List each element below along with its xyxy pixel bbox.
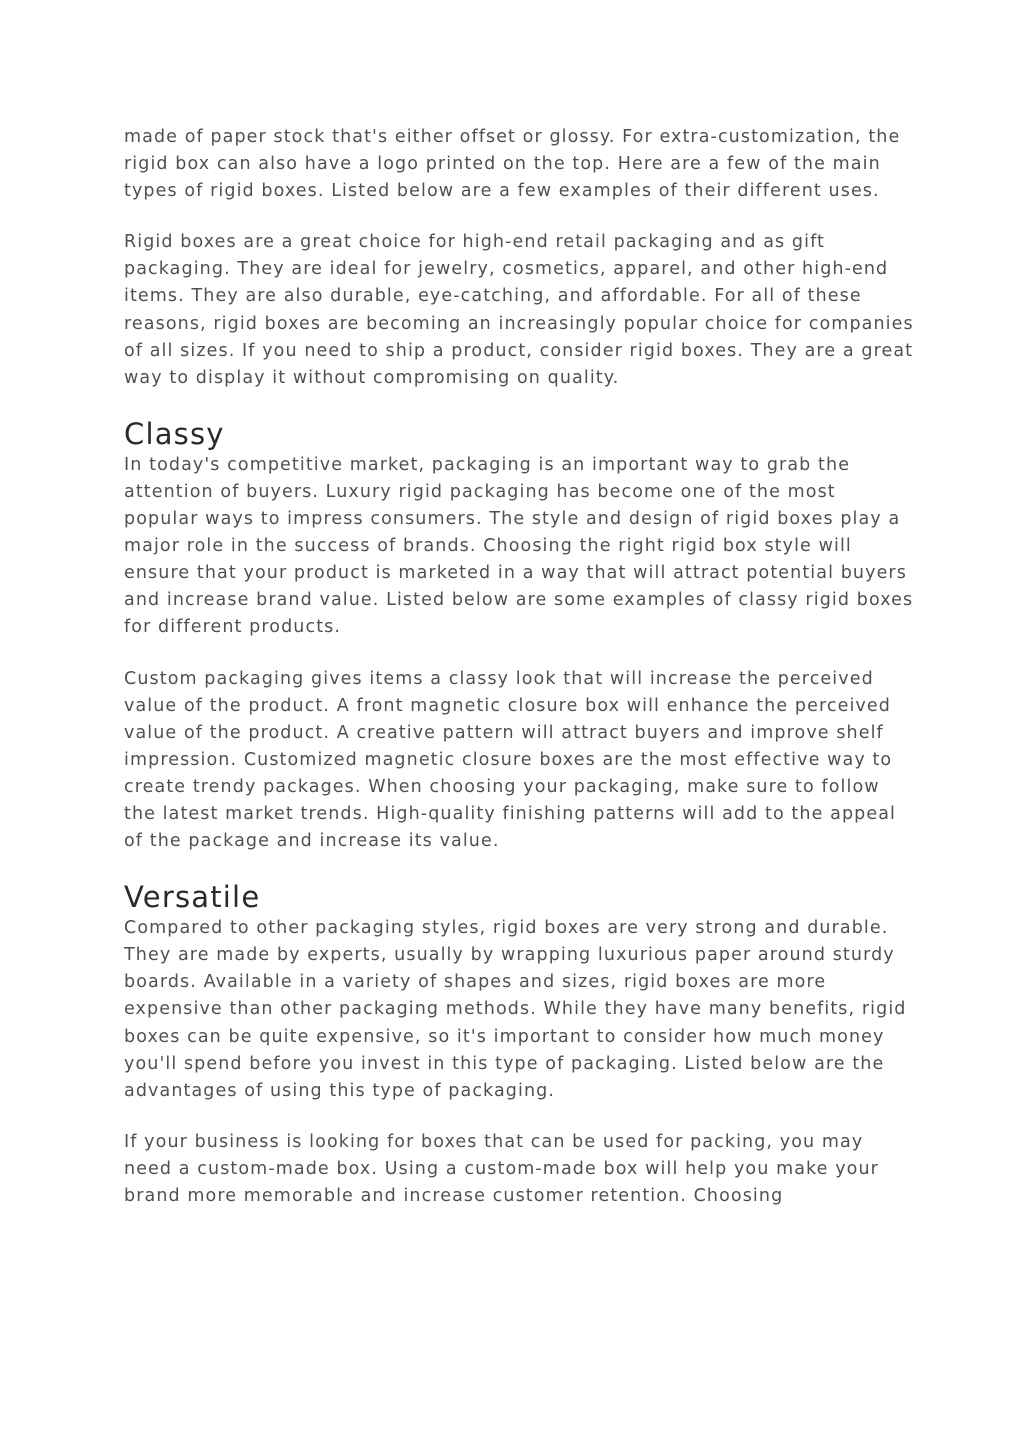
intro-section	[124, 124, 914, 392]
section-heading-classy: Classy	[124, 416, 225, 451]
intro-paragraph-2: Rigid boxes are a great choice for high-end retail packaging and as gift packaging. They are ideal for jewelry, cosmetics, apparel, and other high-end items. They are also durable, eye-catching, and affordable. For all of these reasons, rigid boxes are becoming an increasingly popular choice for companies of all sizes. If you need to ship a product, consider rigid boxes. They are a great way to display it without compromising on quality.	[124, 232, 914, 388]
document-page	[124, 124, 914, 1234]
section-classy	[124, 416, 914, 855]
section-versatile	[124, 879, 914, 1210]
section-heading-versatile: Versatile	[124, 880, 261, 915]
classy-paragraph-1: In today's competitive market, packaging is an important way to grab the attention of buyers. Luxury rigid packaging has become one of the most popular ways to impress consumers. The style and design of rigid boxes play a major role in the success of brands. Choosing the right rigid box style will ensure that your product is marketed in a way that will attract potential buyers and increase brand value. Listed below are some examples of classy rigid boxes for different products.	[124, 454, 914, 638]
classy-paragraph-2: Custom packaging gives items a classy look that will increase the perceived value of the product. A front magnetic closure box will enhance the perceived value of the product. A creative pattern will attract buyers and improve shelf impression. Customized magnetic closure boxes are the most effective way to create trendy packages. When choosing your packaging, make sure to follow the latest market trends. High-quality finishing patterns will add to the appeal of the package and increase its value.	[124, 668, 897, 852]
intro-paragraph-1: made of paper stock that's either offset or glossy. For extra-customization, the rigid box can also have a logo printed on the top. Here are a few of the main types of rigid boxes. Listed below are a few examples of their different uses.	[124, 127, 901, 202]
versatile-paragraph-1: Compared to other packaging styles, rigid boxes are very strong and durable. They are made by experts, usually by wrapping luxurious paper around sturdy boards. Available in a variety of shapes and sizes, rigid boxes are more expensive than other packaging methods. While they have many benefits, rigid boxes can be quite expensive, so it's important to consider how much money you'll spend before you invest in this type of packaging. Listed below are the advantages of using this type of packaging.	[124, 918, 907, 1101]
versatile-paragraph-2: If your business is looking for boxes that can be used for packing, you may need a custom-made box. Using a custom-made box will help you make your brand more memorable and increase customer retention. Choosing	[124, 1131, 879, 1206]
